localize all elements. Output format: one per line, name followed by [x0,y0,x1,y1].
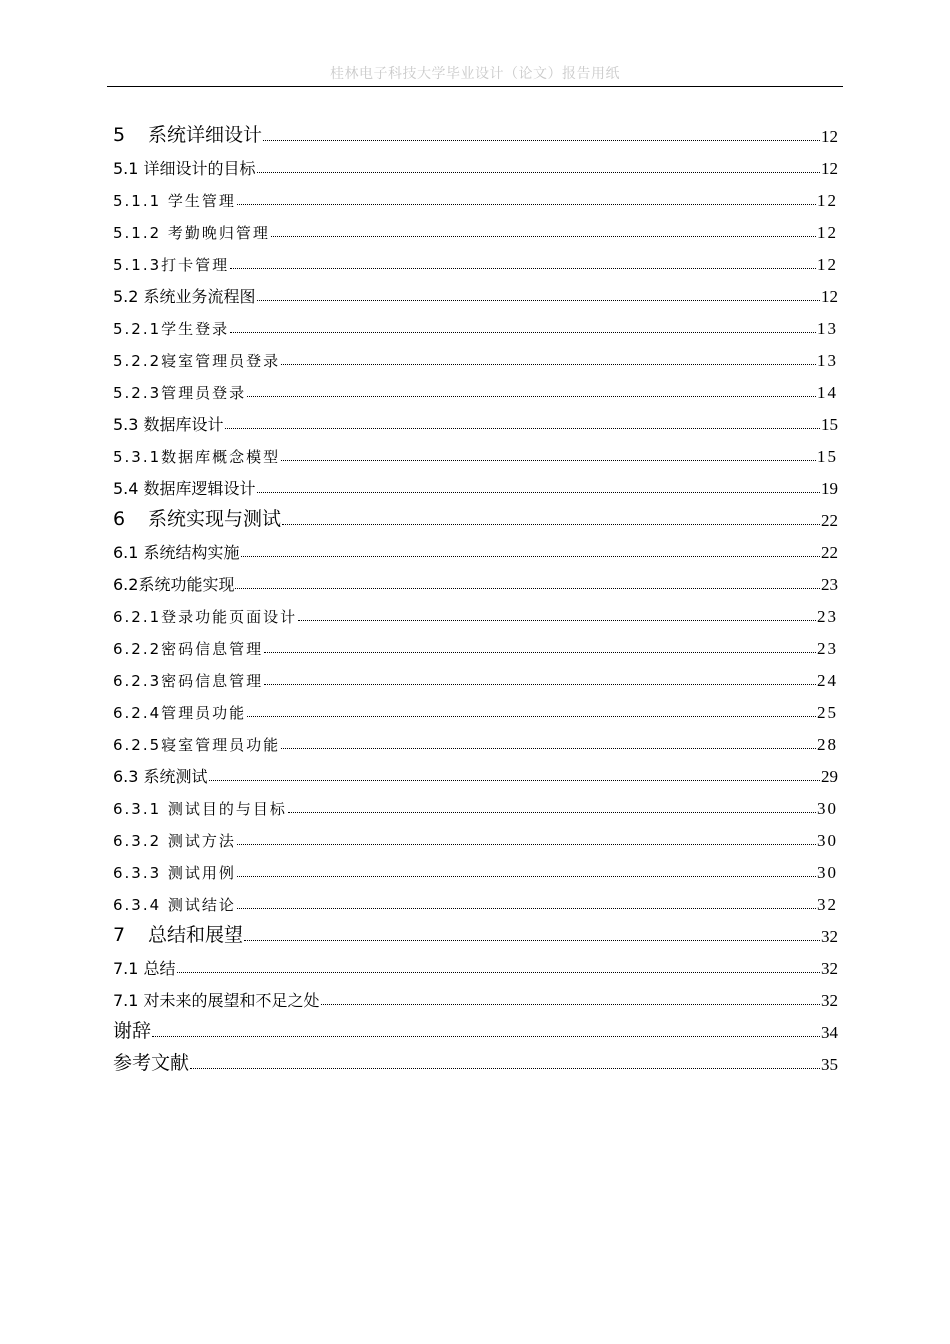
toc-entry-title: 5.1.1 学生管理 [113,192,236,210]
toc-dot-leader [230,268,816,269]
toc-entry-label [113,798,287,819]
toc-entry[interactable] [113,915,838,947]
toc-entry-title: 5.3 数据库设计 [113,415,224,434]
toc-page-number: 23 [821,575,838,594]
toc-entry-title: 7.1 总结 [113,959,176,978]
toc-dot-leader [237,204,816,205]
page-header: 桂林电子科技大学毕业设计（论文）报告用纸 [107,62,843,87]
toc-dot-leader [264,684,816,685]
toc-dot-leader [152,1036,820,1037]
toc-page-number: 15 [821,415,838,434]
toc-entry-title: 6.3.1 测试目的与目标 [113,800,287,818]
toc-entry-label [113,222,270,243]
toc-entry-title: 5.2.3管理员登录 [113,384,247,402]
toc-dot-leader [281,748,816,749]
toc-dot-leader [264,652,816,653]
toc-entry-label [113,830,236,851]
toc-dot-leader [244,940,820,941]
toc-entry[interactable] [113,243,838,275]
toc-entry-label [113,1048,189,1075]
toc-dot-leader [237,876,816,877]
toc-entry[interactable] [113,403,838,435]
toc-entry-label [113,862,236,883]
toc-page-number: 12 [817,223,838,242]
toc-entry[interactable] [113,275,838,307]
toc-entry-title: 5.1.2 考勤晚归管理 [113,224,270,242]
toc-entry[interactable] [113,211,838,243]
toc-entry-label [113,318,229,339]
toc-page-number: 23 [817,639,838,658]
toc-dot-leader [321,1004,820,1005]
toc-page-number: 22 [821,543,838,562]
toc-entry[interactable] [113,115,838,147]
toc-entry-label [113,120,262,147]
toc-entry-title: 5.4 数据库逻辑设计 [113,479,256,498]
toc-dot-leader [237,908,816,909]
toc-entry[interactable] [113,723,838,755]
toc-page-number: 30 [817,831,838,850]
toc-entry[interactable] [113,883,838,915]
toc-entry-label [113,284,256,307]
toc-page-number: 30 [817,799,838,818]
toc-entry-title: 6.2.1登录功能页面设计 [113,608,298,626]
toc-entry-label [113,702,246,723]
toc-entry-label [113,734,280,755]
toc-entry[interactable] [113,307,838,339]
toc-dot-leader [247,396,816,397]
toc-entry[interactable] [113,851,838,883]
toc-dot-leader [263,140,820,141]
toc-page-number: 29 [821,767,838,786]
toc-page-number: 35 [821,1055,838,1074]
toc-page-number: 13 [817,351,838,370]
toc-entry-label [113,988,320,1011]
toc-chapter-number: 5 [113,124,126,146]
table-of-contents [113,115,838,1075]
toc-entry-title: 6.3.4 测试结论 [113,896,236,914]
toc-entry[interactable] [113,563,838,595]
toc-dot-leader [225,428,820,429]
toc-dot-leader [282,524,820,525]
toc-entry-title: 6.3 系统测试 [113,767,208,786]
toc-dot-leader [177,972,820,973]
toc-entry[interactable] [113,595,838,627]
toc-entry-title: 6.2.2密码信息管理 [113,640,264,658]
toc-entry-title: 系统详细设计 [148,124,263,146]
toc-page-number: 12 [821,127,838,146]
toc-page-number: 12 [817,255,838,274]
toc-entry-label [113,412,224,435]
toc-page-number: 25 [817,703,838,722]
toc-entry[interactable] [113,947,838,979]
toc-page-number: 12 [817,191,838,210]
toc-entry[interactable] [113,371,838,403]
toc-chapter-number: 7 [113,924,126,946]
toc-entry-title: 5.3.1数据库概念模型 [113,448,281,466]
toc-dot-leader [298,620,816,621]
toc-page-number: 32 [821,959,838,978]
toc-entry-label [113,382,246,403]
toc-page-number: 12 [821,159,838,178]
toc-entry-label [113,190,236,211]
toc-entry-title: 6.3.3 测试用例 [113,864,236,882]
toc-page-number: 24 [817,671,838,690]
toc-page-number: 13 [817,319,838,338]
toc-entry-label [113,956,176,979]
toc-entry-label [113,1016,151,1043]
toc-dot-leader [288,812,816,813]
toc-entry-label [113,920,243,947]
toc-entry-title: 参考文献 [113,1052,190,1074]
toc-entry[interactable] [113,531,838,563]
toc-entry-title: 5.1.3打卡管理 [113,256,230,274]
toc-entry-label [113,572,234,595]
toc-entry-label [113,156,256,179]
toc-entry-label [113,476,256,499]
toc-page-number: 34 [821,1023,838,1042]
toc-entry-title: 6.2.4管理员功能 [113,704,247,722]
toc-page-number: 14 [817,383,838,402]
toc-dot-leader [271,236,816,237]
toc-dot-leader [257,300,820,301]
toc-dot-leader [209,780,820,781]
toc-dot-leader [235,588,820,589]
toc-entry[interactable] [113,979,838,1011]
toc-page-number: 12 [821,287,838,306]
toc-entry[interactable] [113,467,838,499]
toc-entry[interactable] [113,339,838,371]
toc-page-number: 32 [821,927,838,946]
toc-dot-leader [281,364,816,365]
toc-entry[interactable] [113,627,838,659]
toc-entry-label [113,254,229,275]
toc-entry-label [113,350,280,371]
toc-entry[interactable] [113,1043,838,1075]
toc-entry-title: 谢辞 [113,1020,152,1042]
toc-dot-leader [281,460,816,461]
toc-entry-title: 总结和展望 [148,924,244,946]
toc-entry-title: 5.2 系统业务流程图 [113,287,256,306]
toc-dot-leader [230,332,816,333]
toc-page-number: 23 [817,607,838,626]
toc-entry-label [113,638,263,659]
toc-page-number: 19 [821,479,838,498]
toc-entry-label [113,540,240,563]
toc-entry-label [113,446,280,467]
toc-entry[interactable] [113,179,838,211]
toc-page-number: 32 [817,895,838,914]
toc-entry-title: 系统实现与测试 [148,508,282,530]
toc-dot-leader [241,556,820,557]
toc-entry-label [113,670,263,691]
toc-dot-leader [247,716,816,717]
toc-page-number: 22 [821,511,838,530]
toc-entry[interactable] [113,1011,838,1043]
toc-page-number: 30 [817,863,838,882]
toc-dot-leader [257,492,820,493]
toc-entry[interactable] [113,659,838,691]
toc-entry[interactable] [113,787,838,819]
toc-dot-leader [237,844,816,845]
toc-entry-label [113,764,208,787]
toc-entry-label [113,894,236,915]
toc-entry-title: 5.1 详细设计的目标 [113,159,256,178]
toc-entry[interactable] [113,755,838,787]
toc-entry-title: 5.2.2寝室管理员登录 [113,352,281,370]
toc-entry-label [113,606,297,627]
toc-entry-title: 6.2系统功能实现 [113,575,235,594]
toc-entry-label [113,504,281,531]
toc-entry-title: 5.2.1学生登录 [113,320,230,338]
toc-entry[interactable] [113,691,838,723]
toc-entry[interactable] [113,819,838,851]
toc-entry-title: 7.1 对未来的展望和不足之处 [113,991,320,1010]
toc-entry-title: 6.3.2 测试方法 [113,832,236,850]
toc-page-number: 28 [817,735,838,754]
toc-entry-title: 6.2.3密码信息管理 [113,672,264,690]
toc-entry-title: 6.1 系统结构实施 [113,543,240,562]
toc-entry[interactable] [113,147,838,179]
toc-entry[interactable] [113,435,838,467]
toc-dot-leader [190,1068,820,1069]
toc-page-number: 15 [817,447,838,466]
toc-page-number: 32 [821,991,838,1010]
toc-entry-title: 6.2.5寝室管理员功能 [113,736,281,754]
toc-entry[interactable] [113,499,838,531]
toc-chapter-number: 6 [113,508,126,530]
toc-dot-leader [257,172,820,173]
